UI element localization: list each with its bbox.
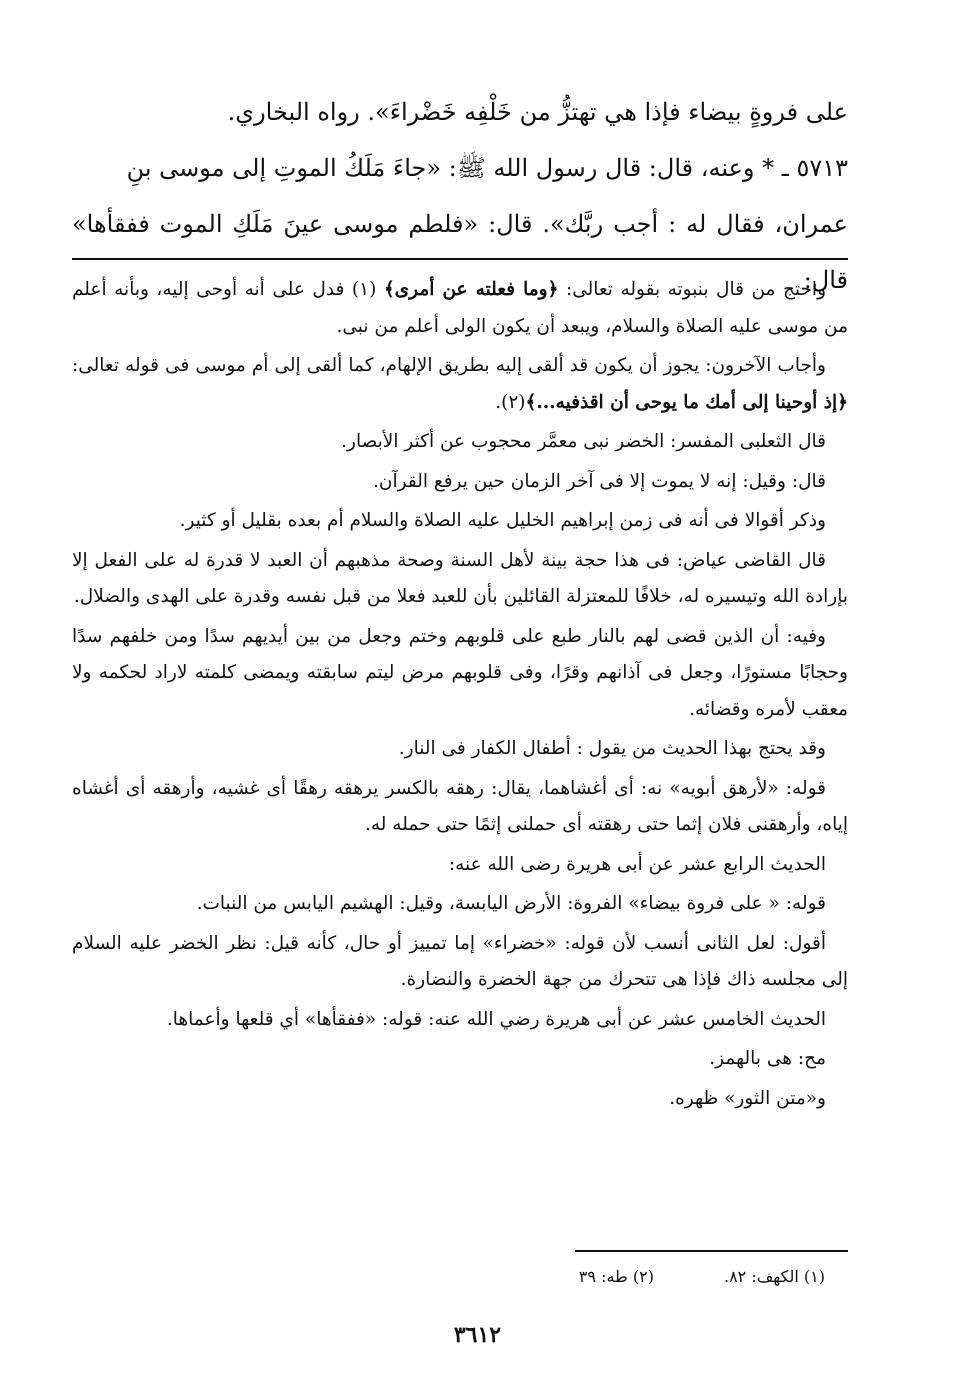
quran-quote: ﴿وما فعلته عن أمرى﴾ bbox=[383, 279, 559, 300]
commentary-paragraph-14: مح: هى بالهمز. bbox=[709, 1048, 826, 1069]
commentary-paragraph-2 bbox=[72, 348, 848, 421]
commentary-section bbox=[72, 272, 848, 1120]
commentary-text: (٢). bbox=[495, 391, 526, 413]
footnote-2: (٢) طه: ٣٩ bbox=[578, 1267, 654, 1286]
commentary-paragraph-12: أقول: لعل الثانى أنسب لأن قوله: «خضراء» إما تمييز أو حال، كأنه قيل: نظر الخضر عليه السلام إلى مجلسه ذاك فإذا هى تتحرك من جهة الخضرة والنضارة. bbox=[72, 932, 848, 990]
commentary-paragraph-4: قال: وقيل: إنه لا يموت إلا فى آخر الزمان حين يرفع القرآن. bbox=[373, 470, 826, 492]
commentary-paragraph-7: وفيه: أن الذين قضى لهم بالنار طبع على قلوبهم وختم وجعل من بين أيديهم سدًا ومن خلفهم سدًا وحجابًا مستورًا، وجعل فى آذانهم وقرًا، وفى قلوبهم مرض ليتم سابقته ويمضى كلمته لاراد لحكمه ولا معقب لأمره وقضائه. bbox=[72, 625, 848, 720]
commentary-paragraph-13: الحديث الخامس عشر عن أبى هريرة رضي الله عنه: قوله: «ففقأها» أي قلعها وأعماها. bbox=[166, 1008, 826, 1030]
page-number: ٣٦١٢ bbox=[453, 1322, 502, 1348]
commentary-paragraph-1 bbox=[72, 272, 848, 345]
commentary-paragraph-11: قوله: « على فروة بيضاء» الفروة: الأرض اليابسة، وقيل: الهشيم اليابس من النبات. bbox=[196, 893, 826, 914]
main-line-3: عمران، فقال له : أجب ربَّك». قال: «فلطم موسى عينَ مَلَكِ الموت ففقأها» قال: bbox=[72, 210, 848, 294]
commentary-paragraph-9: قوله: «لأرهق أبويه» نه: أى أغشاهما، يقال: رهقه بالكسر يرهقه رهقًا أى غشيه، وأرهقه أى أغشاه إياه، وأرهقنى فلان إثما حتى رهقته أى حملنى إثمًا حتى حمله له. bbox=[72, 777, 848, 835]
commentary-paragraph-10: الحديث الرابع عشر عن أبى هريرة رضى الله عنه: bbox=[448, 853, 826, 875]
footnote-1: (١) الكهف: ٨٢. bbox=[723, 1267, 825, 1286]
commentary-text: واحتج من قال بنبوته بقوله تعالى: bbox=[558, 279, 827, 300]
footnote-divider bbox=[575, 1250, 848, 1252]
commentary-text: (١) فدل على أنه أوحى إليه، وبأنه أعلم من موسى عليه الصلاة والسلام، ويبعد أن يكون الولى أعلم من نبى. bbox=[72, 279, 848, 337]
footnotes bbox=[579, 1264, 825, 1290]
commentary-paragraph-8: وقد يحتج بهذا الحديث من يقول : أطفال الكفار فى النار. bbox=[398, 738, 826, 759]
commentary-paragraph-15: و«متن الثور» ظهره. bbox=[669, 1087, 826, 1109]
quran-quote: ﴿إذ أوحينا إلى أمك ما يوحى أن اقذفيه...﴾ bbox=[525, 391, 848, 413]
main-divider bbox=[72, 258, 848, 260]
commentary-text: وأجاب الآخرون: يجوز أن يكون قد ألقى إليه بطريق الإلهام، كما ألقى إلى أم موسى فى قوله تعالى: bbox=[72, 355, 826, 376]
main-line-1: على فروةٍ بيضاء فإذا هي تهتزُّ من خَلْفِه خَضْراءَ». رواه البخاري. bbox=[227, 98, 848, 126]
main-line-2: ٥٧١٣ ـ * وعنه، قال: قال رسول الله ﷺ: «جاءَ مَلَكُ الموتِ إلى موسى بنِ bbox=[126, 154, 848, 182]
commentary-paragraph-3: قال الثعلبى المفسر: الخضر نبى معمَّر محجوب عن أكثر الأبصار. bbox=[341, 431, 826, 452]
commentary-paragraph-6: قال القاضى عياض: فى هذا حجة بينة لأهل السنة وصحة مذهبهم أن العبد لا قدرة له على الفعل إلا بإرادة الله وتيسيره له، خلافًا للمعتزلة القائلين بأن للعبد فعلا من قبل نفسه وقدرة على الهدى والضلال. bbox=[72, 549, 848, 607]
commentary-paragraph-5: وذكر أقوالا فى أنه فى زمن إبراهيم الخليل عليه الصلاة والسلام أم بعده بقليل أو كثير. bbox=[179, 510, 826, 531]
